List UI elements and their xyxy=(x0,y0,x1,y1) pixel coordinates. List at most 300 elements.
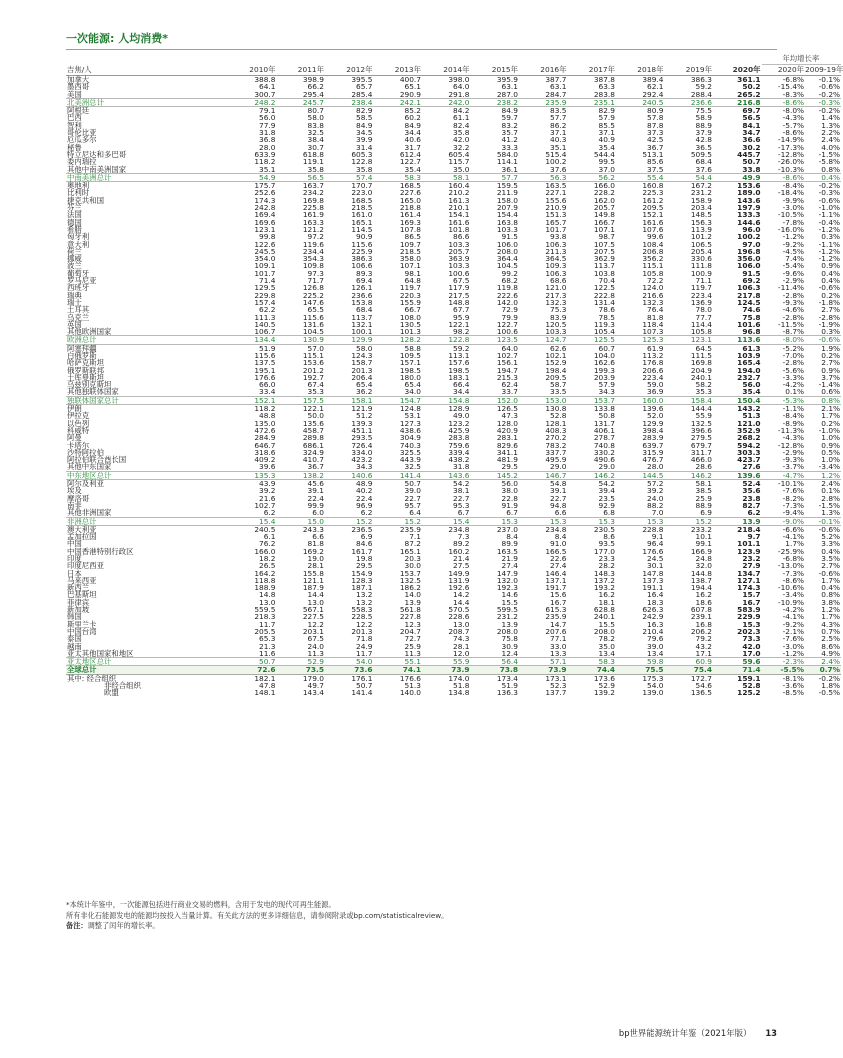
value-cell: 14.4 xyxy=(307,590,324,600)
value-cell: 174.0 xyxy=(448,673,470,683)
value-cell: 63.1 xyxy=(501,82,518,92)
value-cell: 113.7 xyxy=(593,261,615,271)
value-cell: 209.5 xyxy=(642,203,664,213)
value-cell: 129.5 xyxy=(254,283,276,293)
value-cell: 40.2 xyxy=(356,486,373,496)
value-cell: 39.1 xyxy=(550,486,567,496)
value-cell: 119.7 xyxy=(690,283,712,293)
value-cell: 79.6 xyxy=(647,634,664,644)
value-cell: 34.4 xyxy=(453,387,470,397)
value-cell: 352.9 xyxy=(737,425,761,435)
value-cell: 395.9 xyxy=(496,75,518,84)
value-cell: 189.0 xyxy=(737,188,761,198)
value-cell: 39.0 xyxy=(404,486,421,496)
value-cell: 50.7 xyxy=(742,157,761,167)
growth-cell: -4.1% xyxy=(782,532,805,542)
value-cell: 218.3 xyxy=(254,612,276,622)
value-cell: 107.8 xyxy=(399,224,421,234)
growth-cell: -17.3% xyxy=(777,142,805,152)
growth-cell: -8.4% xyxy=(782,181,805,191)
value-cell: 120.5 xyxy=(545,319,567,329)
value-cell: 153.7 xyxy=(568,396,617,404)
growth-cell: -4.3% xyxy=(782,433,805,443)
value-cell: 53.1 xyxy=(404,411,421,421)
value-cell: 33.5 xyxy=(550,387,567,397)
growth-cell: -0.1% xyxy=(818,75,841,84)
growth-cell: -1.1% xyxy=(818,239,841,249)
value-cell: 362.9 xyxy=(593,254,615,264)
value-cell: 406.1 xyxy=(593,425,615,435)
value-cell: 35.0 xyxy=(453,164,470,174)
growth-cell: 5.2% xyxy=(821,532,841,542)
growth-cell: 3.8% xyxy=(821,597,841,607)
value-cell: 16.4 xyxy=(647,590,664,600)
year-header: 2015年 xyxy=(471,65,520,76)
value-cell: 150.4 xyxy=(713,396,762,404)
value-cell: 7.3 xyxy=(457,532,470,542)
value-cell: 599.5 xyxy=(496,605,518,615)
value-cell: 265.2 xyxy=(737,89,761,99)
growth-cell: 0.1% xyxy=(785,387,805,397)
value-cell: 180.0 xyxy=(399,372,421,382)
value-cell: 21.6 xyxy=(259,493,276,503)
value-cell: 330.6 xyxy=(690,254,712,264)
value-cell: 82.7 xyxy=(742,500,761,510)
value-cell: 194.7 xyxy=(496,365,518,375)
value-cell: 829.6 xyxy=(496,440,518,450)
value-cell: 119.7 xyxy=(399,283,421,293)
value-cell: 210.2 xyxy=(448,188,470,198)
growth-cell: 1.4% xyxy=(821,113,841,123)
value-cell: 144.6 xyxy=(737,217,761,227)
value-cell: 106.3 xyxy=(545,268,567,278)
value-cell: 398.0 xyxy=(448,75,470,84)
value-cell: 28.6 xyxy=(695,462,712,472)
growth-cell: -4.2% xyxy=(782,605,805,615)
value-cell: 35.8 xyxy=(453,128,470,138)
value-cell: 95.7 xyxy=(404,500,421,510)
value-cell: 139.3 xyxy=(351,418,373,428)
value-cell: 154.7 xyxy=(374,396,423,404)
row-label: 加拿大 xyxy=(67,75,90,84)
growth-cell: 0.5% xyxy=(821,447,841,457)
value-cell: 605.4 xyxy=(448,149,470,159)
row-label: 葡萄牙 xyxy=(67,268,90,278)
value-cell: 32.5 xyxy=(307,128,324,138)
value-cell: 129.9 xyxy=(325,336,374,344)
value-cell: 175.7 xyxy=(254,181,276,191)
footnote-remark-label: 备注： xyxy=(66,921,88,931)
value-cell: 78.0 xyxy=(695,305,712,315)
value-cell: 101.1 xyxy=(737,539,761,549)
value-cell: 100.6 xyxy=(448,268,470,278)
value-cell: 165.7 xyxy=(545,217,567,227)
value-cell: 158.0 xyxy=(496,195,518,205)
growth-cell: -9.2% xyxy=(782,239,805,249)
value-cell: 125.3 xyxy=(616,336,665,344)
value-cell: 160.4 xyxy=(448,181,470,191)
value-cell: 618.8 xyxy=(302,149,324,159)
value-cell: 169.8 xyxy=(690,358,712,368)
value-cell: 157.1 xyxy=(399,358,421,368)
growth-cell: -6.8% xyxy=(782,554,805,563)
value-cell: 145.2 xyxy=(471,471,520,479)
value-cell: 84.9 xyxy=(404,120,421,130)
value-cell: 204.7 xyxy=(399,626,421,636)
value-cell: 101.6 xyxy=(737,319,761,329)
value-cell: 157.5 xyxy=(277,396,326,404)
value-cell: 240.1 xyxy=(593,612,615,622)
growth-cell: 0.7% xyxy=(821,626,841,636)
value-cell: 295.4 xyxy=(302,89,324,99)
growth-cell: -1.2% xyxy=(818,246,841,256)
value-cell: 35.0 xyxy=(598,641,615,651)
growth-cell: -8.7% xyxy=(782,327,805,337)
value-cell: 203.4 xyxy=(690,203,712,213)
value-cell: 231.2 xyxy=(496,612,518,622)
row-label: 中东地区总计 xyxy=(66,471,228,479)
value-cell: 20.3 xyxy=(404,554,421,563)
growth-cell: -1.0% xyxy=(818,203,841,213)
value-cell: 73.3 xyxy=(742,634,761,644)
value-cell: 134.4 xyxy=(228,336,277,344)
growth-cell: -5.2% xyxy=(782,343,805,353)
growth-cell: 0.8% xyxy=(805,396,841,404)
page-number: 13 xyxy=(765,1028,777,1038)
value-cell: 137.1 xyxy=(545,575,567,585)
value-cell: 236.5 xyxy=(351,524,373,534)
value-cell: 57.9 xyxy=(598,113,615,123)
value-cell: 6.2 xyxy=(263,508,276,518)
row-label: 智利 xyxy=(67,120,82,130)
row-label: 非洲总计 xyxy=(66,517,228,525)
value-cell: 9.1 xyxy=(651,532,664,542)
growth-cell: -0.1% xyxy=(805,517,841,525)
value-cell: 22.4 xyxy=(356,493,373,503)
value-cell: 93.5 xyxy=(598,539,615,549)
value-cell: 65.5 xyxy=(307,305,324,315)
row-label: 荷兰 xyxy=(67,246,82,256)
value-cell: 12.4 xyxy=(501,648,518,658)
value-cell: 223.0 xyxy=(351,188,373,198)
value-cell: 122.5 xyxy=(593,283,615,293)
value-cell: 33.0 xyxy=(550,641,567,651)
value-cell: 36.9 xyxy=(647,387,664,397)
value-cell: 225.9 xyxy=(351,246,373,256)
value-cell: 151.3 xyxy=(545,210,567,220)
value-cell: 52.4 xyxy=(742,479,761,489)
row-label: 阿曼 xyxy=(67,433,82,443)
value-cell: 208.0 xyxy=(593,626,615,636)
growth-cell: 0.8% xyxy=(821,164,841,174)
value-cell: 207.9 xyxy=(496,203,518,213)
value-cell: 58.7 xyxy=(550,380,567,390)
growth-cell: -3.6% xyxy=(782,681,805,691)
value-cell: 54.0 xyxy=(647,681,664,691)
growth-cell: -10.1% xyxy=(777,479,805,489)
growth-header-2020: 2020年 xyxy=(762,65,806,76)
value-cell: 65.4 xyxy=(356,380,373,390)
value-cell: 182.1 xyxy=(254,673,276,683)
value-cell: 131.4 xyxy=(593,297,615,307)
value-cell: 783.2 xyxy=(545,440,567,450)
growth-cell: -5.6% xyxy=(782,365,805,375)
world-total-row xyxy=(66,666,841,674)
value-cell: 92.9 xyxy=(598,500,615,510)
value-cell: 6.0 xyxy=(312,508,324,518)
growth-cell: 8.6% xyxy=(821,641,841,651)
growth-cell: -1.2% xyxy=(818,254,841,264)
value-cell: 400.7 xyxy=(399,75,421,84)
growth-cell: -10.3% xyxy=(777,164,805,174)
row-label: 瑞士 xyxy=(67,297,82,307)
value-cell: 740.3 xyxy=(399,440,421,450)
value-cell: 47.8 xyxy=(259,681,276,691)
value-cell: 206.2 xyxy=(690,626,712,636)
growth-cell: 0.3% xyxy=(821,232,841,242)
value-cell: 438.2 xyxy=(448,455,470,465)
value-cell: 198.4 xyxy=(545,365,567,375)
value-cell: 161.4 xyxy=(399,210,421,220)
footnote-remark xyxy=(66,921,777,932)
row-label: 俄罗斯联邦 xyxy=(67,365,104,375)
value-cell: 39.4 xyxy=(598,486,615,496)
row-label: 全球总计 xyxy=(66,666,228,674)
growth-cell: -6.8% xyxy=(782,75,805,84)
footnote-method: 所有非化石能源发电的能源均按投入当量计算。有关此方法的更多详细信息，请参阅附录或bp.com/statisticalreview。 xyxy=(66,910,449,920)
title-divider xyxy=(66,49,777,50)
growth-cell: -0.4% xyxy=(818,217,841,227)
value-cell: 123.1 xyxy=(254,224,276,234)
value-cell: 109.3 xyxy=(545,261,567,271)
value-cell: 153.7 xyxy=(399,568,421,578)
value-cell: 86.6 xyxy=(453,232,470,242)
value-cell: 69.2 xyxy=(742,276,761,286)
value-cell: 160.8 xyxy=(642,181,664,191)
value-cell: 58.1 xyxy=(695,479,712,489)
consumption-table-container xyxy=(66,53,843,698)
value-cell: 140.5 xyxy=(254,319,276,329)
growth-cell: 0.9% xyxy=(821,365,841,375)
value-cell: 131.7 xyxy=(593,418,615,428)
value-cell: 143.4 xyxy=(302,688,324,698)
value-cell: 99.6 xyxy=(647,232,664,242)
row-label: 美国 xyxy=(67,89,82,99)
row-label: 北美洲总计 xyxy=(66,98,228,106)
value-cell: 138.7 xyxy=(690,575,712,585)
value-cell: 154.1 xyxy=(448,210,470,220)
value-cell: 291.8 xyxy=(448,89,470,99)
value-cell: 109.7 xyxy=(399,239,421,249)
value-cell: 495.9 xyxy=(545,455,567,465)
growth-cell: 0.7% xyxy=(805,666,841,674)
value-cell: 24.0 xyxy=(647,493,664,503)
value-cell: 37.3 xyxy=(647,128,664,138)
value-cell: 445.7 xyxy=(737,149,761,159)
value-cell: 137.3 xyxy=(642,575,664,585)
value-cell: 607.8 xyxy=(690,605,712,615)
value-cell: 152.0 xyxy=(471,396,520,404)
value-cell: 72.2 xyxy=(647,276,664,286)
value-cell: 11.6 xyxy=(259,648,276,658)
growth-cell: -7.3% xyxy=(782,500,805,510)
growth-cell: -9.4% xyxy=(782,508,805,518)
row-label: 瑞典 xyxy=(67,290,82,300)
value-cell: 341.1 xyxy=(496,447,518,457)
value-cell: 84.9 xyxy=(501,106,518,116)
growth-cell: -0.3% xyxy=(805,98,841,106)
value-cell: 36.1 xyxy=(501,164,518,174)
value-cell: 128.2 xyxy=(374,336,423,344)
value-cell: 81.8 xyxy=(307,539,324,549)
value-cell: 102.7 xyxy=(496,350,518,360)
value-cell: 50.0 xyxy=(307,411,324,421)
value-cell: 141.4 xyxy=(374,471,423,479)
growth-cell: 3.3% xyxy=(821,539,841,549)
value-cell: 122.1 xyxy=(448,319,470,329)
row-label: 亚太地区总计 xyxy=(66,658,228,666)
value-cell: 242.0 xyxy=(422,98,471,106)
value-cell: 131.6 xyxy=(302,319,324,329)
value-cell: 121.9 xyxy=(351,404,373,414)
value-cell: 74.6 xyxy=(742,305,761,315)
value-cell: 18.3 xyxy=(647,597,664,607)
value-cell: 113.6 xyxy=(713,336,762,344)
growth-cell: -2.8% xyxy=(782,358,805,368)
growth-cell: -9.3% xyxy=(782,455,805,465)
value-cell: 109.1 xyxy=(254,261,276,271)
value-cell: 54.6 xyxy=(695,681,712,691)
value-cell: 85.6 xyxy=(647,157,664,167)
value-cell: 96.4 xyxy=(647,539,664,549)
row-label: 其他中南美洲国家 xyxy=(67,164,127,174)
value-cell: 325.5 xyxy=(399,447,421,457)
value-cell: 140.0 xyxy=(399,688,421,698)
value-cell: 13.9 xyxy=(501,619,518,629)
value-cell: 34.5 xyxy=(356,128,373,138)
value-cell: 9.7 xyxy=(747,532,761,542)
value-cell: 30.0 xyxy=(404,561,421,571)
value-cell: 30.7 xyxy=(307,142,324,152)
growth-cell: 7.4% xyxy=(785,254,805,264)
value-cell: 57.2 xyxy=(647,479,664,489)
value-cell: 52.9 xyxy=(277,658,326,666)
growth-cell: -12.8% xyxy=(777,149,805,159)
value-cell: 97.3 xyxy=(307,268,324,278)
value-cell: 13.0 xyxy=(307,597,324,607)
value-cell: 169.2 xyxy=(302,546,324,556)
value-cell: 22.8 xyxy=(501,493,518,503)
value-cell: 91.5 xyxy=(742,268,761,278)
value-cell: 52.9 xyxy=(598,681,615,691)
value-cell: 52.3 xyxy=(550,681,567,691)
table-row xyxy=(66,525,841,533)
value-cell: 218.4 xyxy=(737,524,761,534)
value-cell: 396.6 xyxy=(690,425,712,435)
row-label: 哈萨克斯坦 xyxy=(67,358,104,368)
value-cell: 158.1 xyxy=(325,396,374,404)
value-cell: 75.3 xyxy=(550,305,567,315)
growth-cell: -4.7% xyxy=(762,471,806,479)
value-cell: 173.6 xyxy=(593,673,615,683)
value-cell: 155.6 xyxy=(545,195,567,205)
value-cell: 242.9 xyxy=(642,612,664,622)
growth-cell: 1.2% xyxy=(805,471,841,479)
value-cell: 217.3 xyxy=(545,290,567,300)
value-cell: 584.0 xyxy=(496,149,518,159)
region-total-row xyxy=(66,336,841,344)
value-cell: 41.2 xyxy=(501,135,518,145)
growth-cell: 2.4% xyxy=(805,658,841,666)
value-cell: 32.2 xyxy=(453,142,470,152)
value-cell: 236.6 xyxy=(665,98,714,106)
growth-cell: -0.2% xyxy=(818,89,841,99)
row-label: 卡塔尔 xyxy=(67,440,90,450)
value-cell: 56.4 xyxy=(471,658,520,666)
value-cell: 37.1 xyxy=(598,128,615,138)
value-cell: 101.8 xyxy=(448,224,470,234)
value-cell: 126.8 xyxy=(302,283,324,293)
value-cell: 12.3 xyxy=(404,619,421,629)
growth-cell: -3.4% xyxy=(818,462,841,472)
value-cell: 154.8 xyxy=(422,396,471,404)
value-cell: 233.2 xyxy=(690,524,712,534)
value-cell: 72.6 xyxy=(228,666,277,674)
value-cell: 107.1 xyxy=(593,224,615,234)
growth-cell: -5.3% xyxy=(762,396,806,404)
value-cell: 175.3 xyxy=(642,673,664,683)
value-cell: 50.7 xyxy=(404,479,421,489)
value-cell: 98.7 xyxy=(598,232,615,242)
value-cell: 117.9 xyxy=(448,283,470,293)
value-cell: 15.3 xyxy=(568,517,617,525)
value-cell: 324.9 xyxy=(302,447,324,457)
row-label: 哥伦比亚 xyxy=(67,128,97,138)
value-cell: 176.6 xyxy=(642,546,664,556)
value-cell: 65.4 xyxy=(404,380,421,390)
value-cell: 245.7 xyxy=(277,98,326,106)
value-cell: 88.2 xyxy=(647,500,664,510)
value-cell: 59.6 xyxy=(713,658,762,666)
value-cell: 156.1 xyxy=(496,358,518,368)
value-cell: 38.1 xyxy=(453,486,470,496)
row-label: 科威特 xyxy=(67,425,90,435)
value-cell: 56.5 xyxy=(277,173,326,181)
growth-cell: -1.1% xyxy=(818,210,841,220)
value-cell: 39.1 xyxy=(307,486,324,496)
value-cell: 583.9 xyxy=(737,605,761,615)
value-cell: 205.4 xyxy=(690,246,712,256)
value-cell: 154.9 xyxy=(351,568,373,578)
value-cell: 481.9 xyxy=(496,455,518,465)
value-cell: 21.4 xyxy=(453,554,470,563)
value-cell: 91.0 xyxy=(550,539,567,549)
value-cell: 289.8 xyxy=(302,433,324,443)
growth-cell: 2.4% xyxy=(821,135,841,145)
growth-cell: -8.6% xyxy=(782,575,805,585)
value-cell: 425.9 xyxy=(448,425,470,435)
value-cell: 36.7 xyxy=(307,462,324,472)
value-cell: 17.1 xyxy=(695,648,712,658)
value-cell: 111.8 xyxy=(690,261,712,271)
value-cell: 126.5 xyxy=(496,404,518,414)
value-cell: 96.9 xyxy=(356,500,373,510)
row-label: 斯里兰卡 xyxy=(67,619,97,629)
value-cell: 15.5 xyxy=(598,619,615,629)
value-cell: 160.2 xyxy=(448,546,470,556)
value-cell: 11.3 xyxy=(404,648,421,658)
value-cell: 34.7 xyxy=(742,128,761,138)
